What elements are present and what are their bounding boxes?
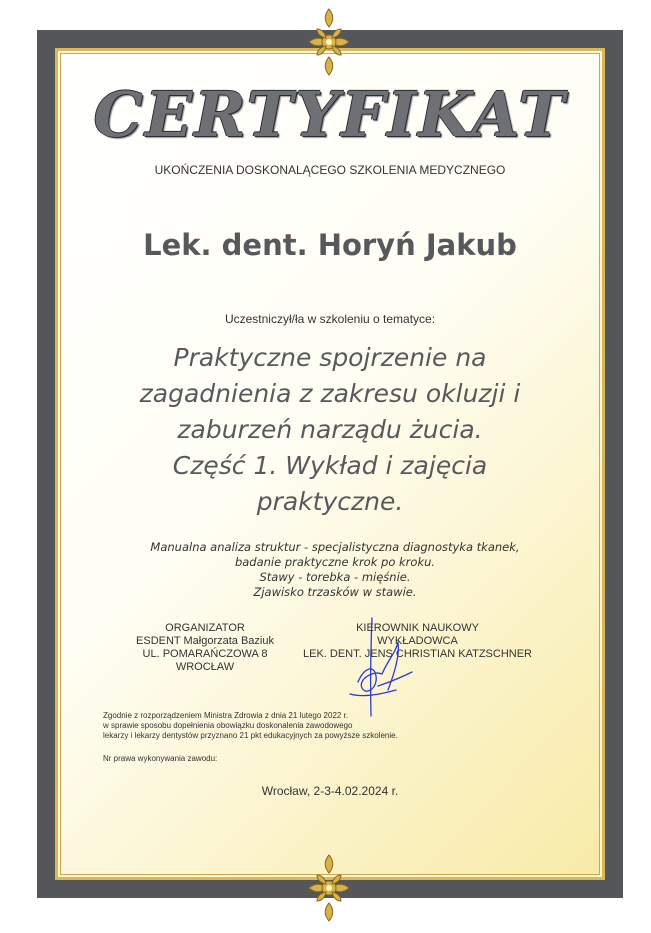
recipient-name: Lek. dent. Horyń Jakub — [143, 228, 517, 262]
regulation-line: w sprawie sposobu dopełnienia obowiązku doskonalenia zawodowego — [103, 721, 353, 730]
topic-line: zagadnienia z zakresu okluzji i — [139, 379, 521, 408]
topic-line: zaburzeń narządu żucia. — [177, 415, 483, 444]
handwritten-signature — [338, 612, 428, 722]
regulation-line: Zgodnie z rozporządzeniem Ministra Zdrowia z dnia 21 lutego 2022 r. — [103, 711, 349, 720]
organizer-city: WROCŁAW — [175, 661, 235, 673]
organizer-name: ESDENT Małgorzata Baziuk — [136, 635, 274, 647]
lecturer-heading-2: WYKŁADOWCA — [377, 635, 458, 647]
organizer-block — [110, 622, 300, 674]
description-line: badanie praktyczne krok po kroku. — [234, 555, 436, 569]
certificate-subtitle: UKOŃCZENIA DOSKONALĄCEGO SZKOLENIA MEDYCZNEGO — [154, 163, 506, 177]
description-line: Manualna analiza struktur - specjalistyczna diagnostyka tkanek, — [150, 540, 520, 554]
gold-ornament-bottom-icon — [307, 853, 351, 923]
topic-line: praktyczne. — [256, 487, 404, 516]
regulation-line: lekarzy i lekarzy dentystów przyznano 21 pkt edukacyjnych za powyższe szkolenie. — [103, 731, 398, 740]
description-line: Zjawisko trzasków w stawie. — [253, 585, 417, 599]
topic-line: Praktyczne spojrzenie na — [173, 343, 487, 372]
topic-line: Część 1. Wykład i zajęcia — [172, 451, 488, 480]
description-line: Stawy - torebka - mięśnie. — [259, 570, 411, 584]
licence-number-label: Nr prawa wykonywania zawodu: — [103, 754, 218, 763]
training-description — [115, 540, 555, 600]
regulation-note — [103, 711, 463, 741]
lecturer-name: LEK. DENT. JENS CHRISTIAN KATZSCHNER — [303, 648, 532, 660]
lecturer-heading-1: KIEROWNIK NAUKOWY — [356, 622, 479, 634]
gold-ornament-top-icon — [307, 7, 351, 77]
organizer-heading: ORGANIZATOR — [165, 622, 245, 634]
participation-text: Uczestniczył/ła w szkoleniu o tematyce: — [224, 312, 436, 326]
training-topic — [60, 340, 600, 520]
certificate-title: CERTYFIKAT — [93, 78, 567, 151]
place-and-date: Wrocław, 2-3-4.02.2024 r. — [261, 784, 399, 798]
organizer-street: UL. POMARAŃCZOWA 8 — [142, 648, 268, 660]
